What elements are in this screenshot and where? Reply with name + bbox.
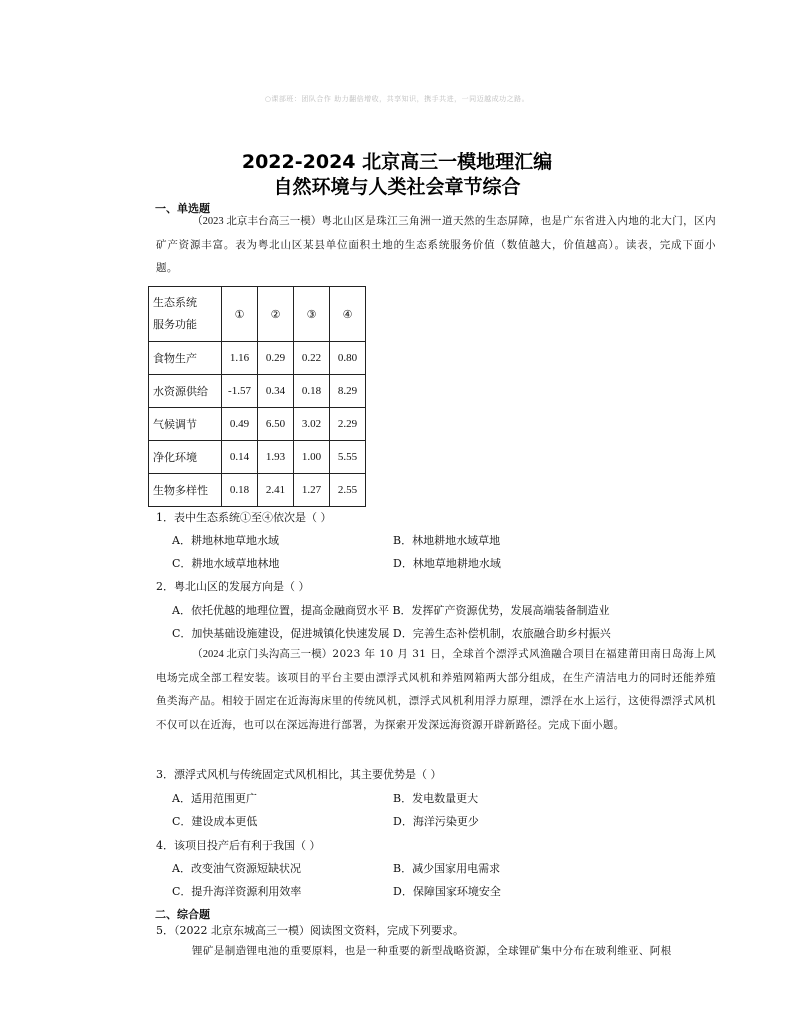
ecosystem-service-table	[148, 286, 366, 507]
table-cell: 5.55	[330, 441, 366, 474]
table-cell: 2.55	[330, 474, 366, 507]
table-cell: 0.22	[294, 342, 330, 375]
table-cell: 1.00	[294, 441, 330, 474]
question-1-option-d[interactable]: D．林地草地耕地水域	[393, 557, 501, 570]
question-3-option-d[interactable]: D．海洋污染更少	[393, 815, 479, 828]
table-header-row	[149, 287, 366, 342]
passage-1-source: （2023 北京丰台高三一模）	[192, 216, 322, 227]
document-title: 2022-2024 北京高三一模地理汇编	[241, 151, 553, 173]
table-cell: 8.29	[330, 375, 366, 408]
table-cell: -1.57	[222, 375, 258, 408]
table-header-cell: ②	[258, 287, 294, 342]
table-cell: 1.27	[294, 474, 330, 507]
table-row-label: 净化环境	[149, 441, 222, 474]
question-4-option-c[interactable]: C．提升海洋资源利用效率	[172, 885, 302, 898]
table-row-label: 气候调节	[149, 408, 222, 441]
table-row-label: 食物生产	[149, 342, 222, 375]
question-1-option-b[interactable]: B．林地耕地水域草地	[393, 534, 501, 547]
section-heading-single-choice: 一、单选题	[155, 202, 210, 215]
table-row-label: 生物多样性	[149, 474, 222, 507]
table-row-label: 水资源供给	[149, 375, 222, 408]
passage-1-text: 粤北山区是珠江三角洲一道天然的生态屏障，也是广东省进入内地的北大门，区内矿产资源丰富。表为粤北山区某县单位面积土地的生态系统服务价值（数值越大，价值越高）。读表，完成下面小题。	[156, 215, 716, 274]
table-cell: 0.49	[222, 408, 258, 441]
question-1-option-a[interactable]: A．耕地林地草地水域	[172, 534, 279, 547]
question-3-option-a[interactable]: A．适用范围更广	[172, 792, 257, 805]
table-cell: 0.80	[330, 342, 366, 375]
table-cell: 0.18	[222, 474, 258, 507]
table-cell: 0.18	[294, 375, 330, 408]
question-1-option-c[interactable]: C．耕地水域草地林地	[172, 557, 280, 570]
passage-1	[156, 210, 716, 281]
table-cell: 1.93	[258, 441, 294, 474]
question-2-options-cd[interactable]: C．加快基础设施建设，促进城镇化快速发展 D．完善生态补偿机制，农旅融合助乡村振兴	[172, 627, 611, 640]
table-row	[149, 408, 366, 441]
table-row	[149, 441, 366, 474]
passage-2-text: 2023 年 10 月 31 日，全球首个漂浮式风渔融合项目在福建莆田南日岛海上风电场完成全部工程安装。该项目的平台主要由漂浮式风机和养殖网箱两大部分组成，在生产清洁电力的同时还能养殖鱼类海产品。相较于固定在近海海床里的传统风机，漂浮式风机利用浮力原理，漂浮在水上运行，这使得漂浮式风机不仅可以在近海，也可以在深远海进行部署，为探索开发深远海资源开辟新路径。完成下面小题。	[156, 648, 717, 731]
question-4-option-a[interactable]: A．改变油气资源短缺状况	[172, 862, 301, 875]
table-row	[149, 342, 366, 375]
question-3-option-c[interactable]: C．建设成本更低	[172, 815, 258, 828]
question-5-text: 锂矿是制造锂电池的重要原料，也是一种重要的新型战略资源，全球锂矿集中分布在玻利维亚、阿根	[192, 945, 672, 957]
table-cell: 2.29	[330, 408, 366, 441]
section-heading-comprehensive: 二、综合题	[155, 908, 210, 921]
table-cell: 1.16	[222, 342, 258, 375]
question-3-stem: 3．漂浮式风机与传统固定式风机相比，其主要优势是（ ）	[156, 768, 442, 781]
table-header-label: 生态系统 服务功能	[149, 287, 222, 342]
question-2-options-ab[interactable]: A．依托优越的地理位置，提高金融商贸水平 B．发挥矿产资源优势，发展高端装备制造业	[172, 604, 610, 617]
table-cell: 6.50	[258, 408, 294, 441]
question-3-option-b[interactable]: B．发电数量更大	[393, 792, 479, 805]
table-cell: 0.34	[258, 375, 294, 408]
passage-2-source: （2024 北京门头沟高三一模）	[192, 649, 333, 660]
table-cell: 2.41	[258, 474, 294, 507]
table-header-cell: ④	[330, 287, 366, 342]
table-row	[149, 375, 366, 408]
table-cell: 0.29	[258, 342, 294, 375]
header-watermark: ○课部班：团队合作 助力翻倍增收，共享知识，携手共进，一同迈越成功之路。	[264, 95, 530, 103]
table-cell: 0.14	[222, 441, 258, 474]
document-subtitle: 自然环境与人类社会章节综合	[273, 176, 521, 198]
question-5-stem: 5．（2022 北京东城高三一模）阅读图文资料，完成下列要求。	[156, 924, 464, 937]
table-header-cell: ①	[222, 287, 258, 342]
passage-2	[156, 643, 716, 737]
table-row	[149, 474, 366, 507]
table-header-cell: ③	[294, 287, 330, 342]
question-4-option-b[interactable]: B．减少国家用电需求	[393, 862, 501, 875]
question-2-stem: 2．粤北山区的发展方向是（ ）	[156, 580, 310, 593]
table-cell: 3.02	[294, 408, 330, 441]
question-1-stem: 1．表中生态系统①至④依次是（ ）	[156, 511, 332, 524]
question-4-stem: 4．该项目投产后有利于我国（ ）	[156, 839, 321, 852]
question-4-option-d[interactable]: D．保障国家环境安全	[393, 885, 501, 898]
